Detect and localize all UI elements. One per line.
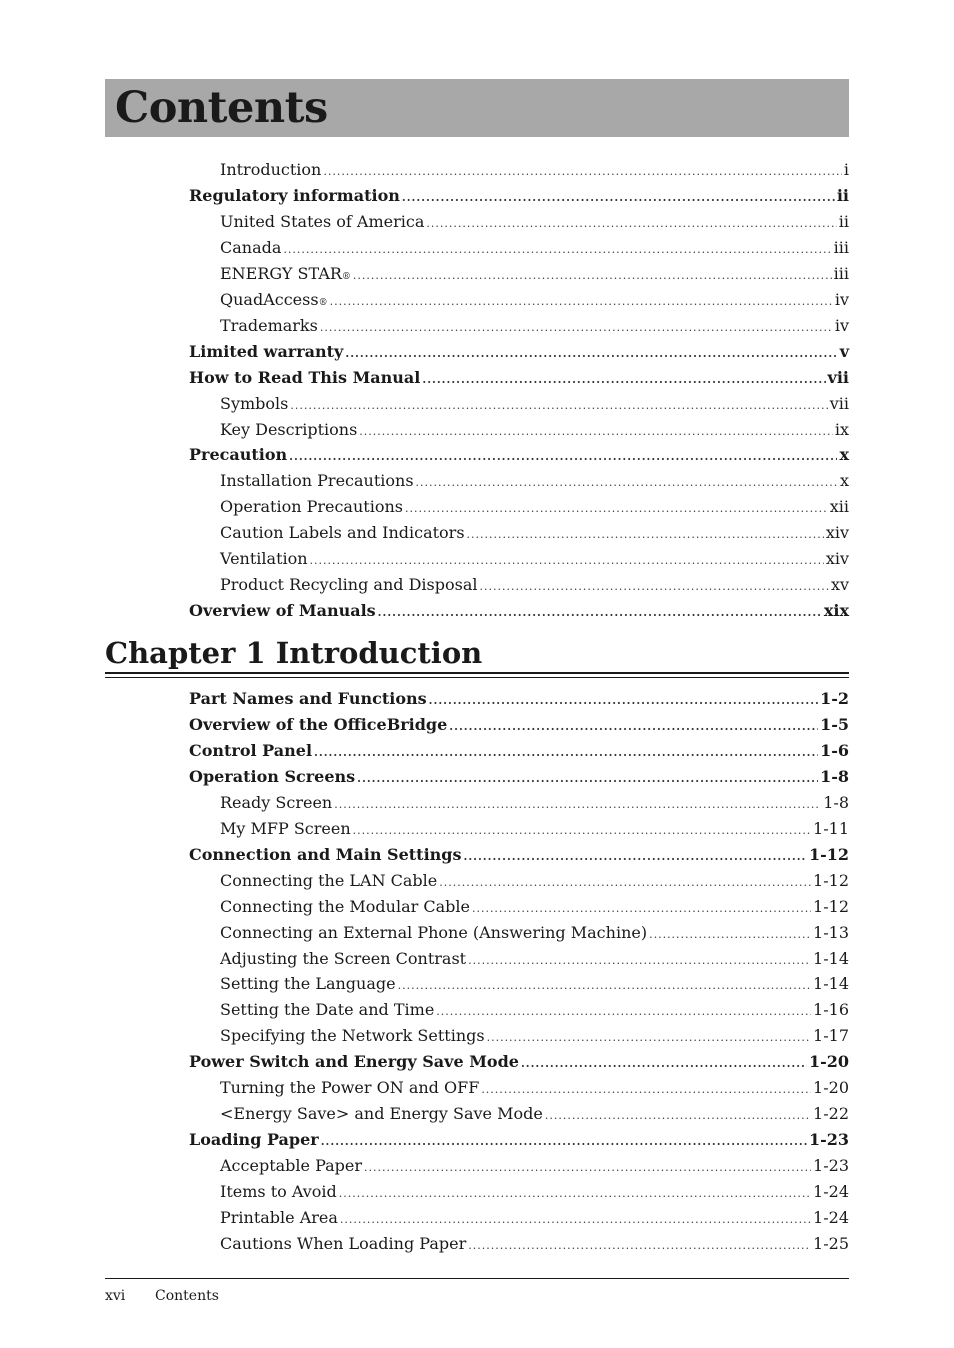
chapter-title: Chapter 1 Introduction [105,636,483,670]
dot-leader [521,1053,807,1075]
chapter-rule-thin [105,677,849,678]
toc-entry-page: xiv [825,523,849,543]
toc-entry[interactable] [189,1051,849,1073]
toc-entry[interactable] [220,1025,849,1047]
dot-leader [649,924,811,946]
toc-entry[interactable] [220,1077,849,1099]
toc-entry-label: My MFP Screen [220,818,351,838]
toc-entry-page: 1-6 [820,740,849,760]
toc-entry-page: 1-12 [808,844,849,864]
toc-entry-label: Overview of Manuals [189,601,376,621]
dot-leader [323,161,842,183]
dot-leader [340,1209,811,1231]
toc-entry[interactable] [220,1181,849,1203]
toc-entry[interactable] [189,444,849,466]
toc-entry[interactable] [189,844,849,866]
toc-entry-label: How to Read This Manual [189,367,421,387]
dot-leader [481,1079,811,1101]
dot-leader [402,187,835,209]
toc-entry[interactable] [220,496,849,518]
toc-entry-label: Precaution [189,445,288,465]
dot-leader [479,576,828,598]
toc-entry-page: xiv [825,549,849,569]
toc-entry-label: ENERGY STAR [220,263,342,283]
toc-entry-label: Turning the Power ON and OFF [220,1078,480,1098]
toc-entry[interactable] [189,1129,849,1151]
toc-entry-page: i [843,160,849,179]
dot-leader [416,472,838,494]
toc-entry-page: 1-8 [823,792,849,812]
toc-entry-label: Operation Precautions [220,497,403,517]
toc-entry-page: iv [834,315,849,335]
dot-leader [283,239,831,261]
toc-entry-page: 1-12 [813,896,849,916]
toc-entry-page: x [839,471,849,491]
dot-leader [353,820,811,842]
toc-entry[interactable] [220,548,849,570]
toc-entry[interactable]: QuadAccess ® ..... iv [220,289,849,311]
toc-entry[interactable] [220,315,849,337]
dot-leader [378,602,822,624]
footer-rule [105,1278,849,1279]
toc-entry-label: Key Descriptions [220,419,358,439]
toc-entry-page: 1-24 [813,1208,849,1227]
toc-entry[interactable] [189,688,849,710]
toc-entry-label: Ventilation [220,549,308,569]
toc-entry[interactable] [220,393,849,415]
toc-entry-label: Installation Precautions [220,471,414,491]
toc-entry-label: Loading Paper [189,1130,319,1150]
toc-entry[interactable] [220,1207,849,1229]
toc-entry-page: 1-11 [813,818,849,838]
toc-entry-label: Adjusting the Screen Contrast [220,948,467,968]
toc-entry-page: iii [833,237,849,257]
toc-entry-page: 1-23 [813,1156,849,1176]
toc-entry[interactable] [189,766,849,788]
toc-entry[interactable] [220,922,849,944]
toc-entry-label: Connecting the LAN Cable [220,870,438,890]
page-title: Contents [115,83,328,133]
toc-entry-label: Specifying the Network Settings [220,1026,485,1046]
dot-leader [436,1001,811,1023]
toc-entry-page: v [839,341,849,361]
dot-leader [426,213,836,235]
dot-leader [545,1105,811,1127]
dot-leader [405,498,828,520]
toc-entry-label: Trademarks [220,315,318,335]
toc-entry-page: 1-22 [813,1104,849,1124]
toc-entry-label: Connecting an External Phone (Answering Machine) [220,922,648,942]
toc-entry[interactable] [220,870,849,892]
chapter-rule-thick [105,672,849,674]
toc-entry-label: Items to Avoid [220,1182,337,1202]
toc-entry-page: 1-13 [813,922,849,942]
toc-entry[interactable] [220,522,849,544]
dot-leader [353,265,832,287]
toc-entry[interactable]: ENERGY STAR ® ..... iii [220,263,849,285]
dot-leader [345,343,837,365]
toc-entry[interactable] [220,792,849,814]
toc-entry-label: Power Switch and Energy Save Mode [189,1052,519,1072]
toc-entry-page: vii [827,367,849,387]
toc-entry-page: 1-24 [813,1182,849,1202]
toc-entry-page: ix [834,419,849,439]
toc-entry[interactable] [189,600,849,622]
toc-entry-label: Setting the Date and Time [220,1000,435,1020]
toc-entry-page: iii [833,263,849,283]
toc-entry-page: iv [834,289,849,309]
toc-entry-page: xix [823,601,849,621]
dot-leader [314,742,818,764]
toc-entry-page: ii [838,211,849,231]
dot-leader [472,898,811,920]
toc-entry[interactable] [189,714,849,736]
toc-entry-label: <Energy Save> and Energy Save Mode [220,1104,543,1124]
toc-entry-label: Product Recycling and Disposal [220,575,478,595]
dot-leader [449,716,818,738]
dot-leader [289,446,837,468]
toc-entry-label: Printable Area [220,1208,338,1227]
toc-entry-label: Acceptable Paper [220,1156,363,1176]
toc-entry-page: 1-14 [813,974,849,994]
toc-entry-label: Control Panel [189,740,313,760]
toc-entry-page: 1-20 [813,1078,849,1098]
toc-entry-page: 1-8 [820,766,849,786]
dot-leader [439,872,811,894]
dot-leader [290,395,827,417]
dot-leader [487,1027,811,1049]
dot-leader [422,369,825,391]
toc-entry[interactable] [220,470,849,492]
toc-entry-page: 1-16 [813,1000,849,1020]
toc-entry-page: 1-20 [808,1052,849,1072]
toc-entry[interactable] [189,740,849,762]
toc-entry-label: Cautions When Loading Paper [220,1233,467,1253]
dot-leader [467,524,824,546]
toc-entry-label: Overview of the OfficeBridge [189,714,448,734]
toc-entry-label: QuadAccess [220,289,319,309]
dot-leader [364,1157,811,1179]
toc-entry[interactable] [220,211,849,233]
toc-entry-page: 1-2 [820,689,849,708]
dot-leader [398,975,811,997]
toc-entry[interactable] [220,1103,849,1125]
toc-entry-page: vii [829,393,849,413]
toc-entry-page: 1-14 [813,948,849,968]
dot-leader [357,768,818,790]
toc-entry-page: x [839,445,849,465]
toc-entry-label: Setting the Language [220,974,396,994]
dot-leader [463,846,806,868]
dot-leader [320,317,833,339]
toc-entry[interactable] [220,973,849,995]
toc-entry-label: Ready Screen [220,792,333,812]
toc-entry[interactable] [220,237,849,259]
dot-leader [334,794,821,816]
dot-leader [468,1235,811,1257]
dot-leader [339,1183,811,1205]
toc-entry[interactable] [189,367,849,389]
dot-leader [321,1131,807,1153]
toc-entry-label: Regulatory information [189,185,400,205]
toc-entry-page: xii [829,497,849,517]
toc-entry[interactable] [220,818,849,840]
toc-entry-label: Part Names and Functions [189,689,427,708]
toc-entry-page: 1-12 [813,870,849,890]
toc-entry[interactable] [189,341,849,363]
toc-entry-label: Introduction [220,160,322,179]
toc-entry-page: ii [836,185,849,205]
dot-leader [359,421,833,443]
toc-entry[interactable] [220,999,849,1021]
footer-page-number: xvi [105,1288,126,1304]
toc-entry-label: Symbols [220,393,289,413]
toc-entry[interactable] [220,948,849,970]
toc-entry[interactable] [220,1233,849,1255]
toc-entry[interactable] [220,574,849,596]
toc-entry-page: 1-17 [813,1026,849,1046]
toc-entry-label: Limited warranty [189,341,344,361]
footer-section-label: Contents [155,1288,219,1304]
toc-entry-page: xv [830,575,849,595]
dot-leader [429,690,818,712]
toc-entry-label: Operation Screens [189,766,356,786]
toc-entry-label: Caution Labels and Indicators [220,523,465,543]
toc-entry[interactable] [189,185,849,207]
dot-leader [468,950,811,972]
toc-entry[interactable] [220,1155,849,1177]
toc-entry[interactable] [220,419,849,441]
dot-leader [330,291,833,313]
toc-entry-label: Canada [220,237,282,257]
toc-entry-label: Connection and Main Settings [189,844,462,864]
dot-leader [310,550,824,572]
contents-heading-banner [105,79,849,137]
toc-entry-page: 1-5 [820,714,849,734]
toc-entry-label: United States of America [220,211,425,231]
toc-entry[interactable] [220,159,849,181]
toc-entry-page: 1-23 [808,1130,849,1150]
toc-entry[interactable] [220,896,849,918]
toc-entry-label: Connecting the Modular Cable [220,896,470,916]
toc-entry-page: 1-25 [813,1233,849,1253]
